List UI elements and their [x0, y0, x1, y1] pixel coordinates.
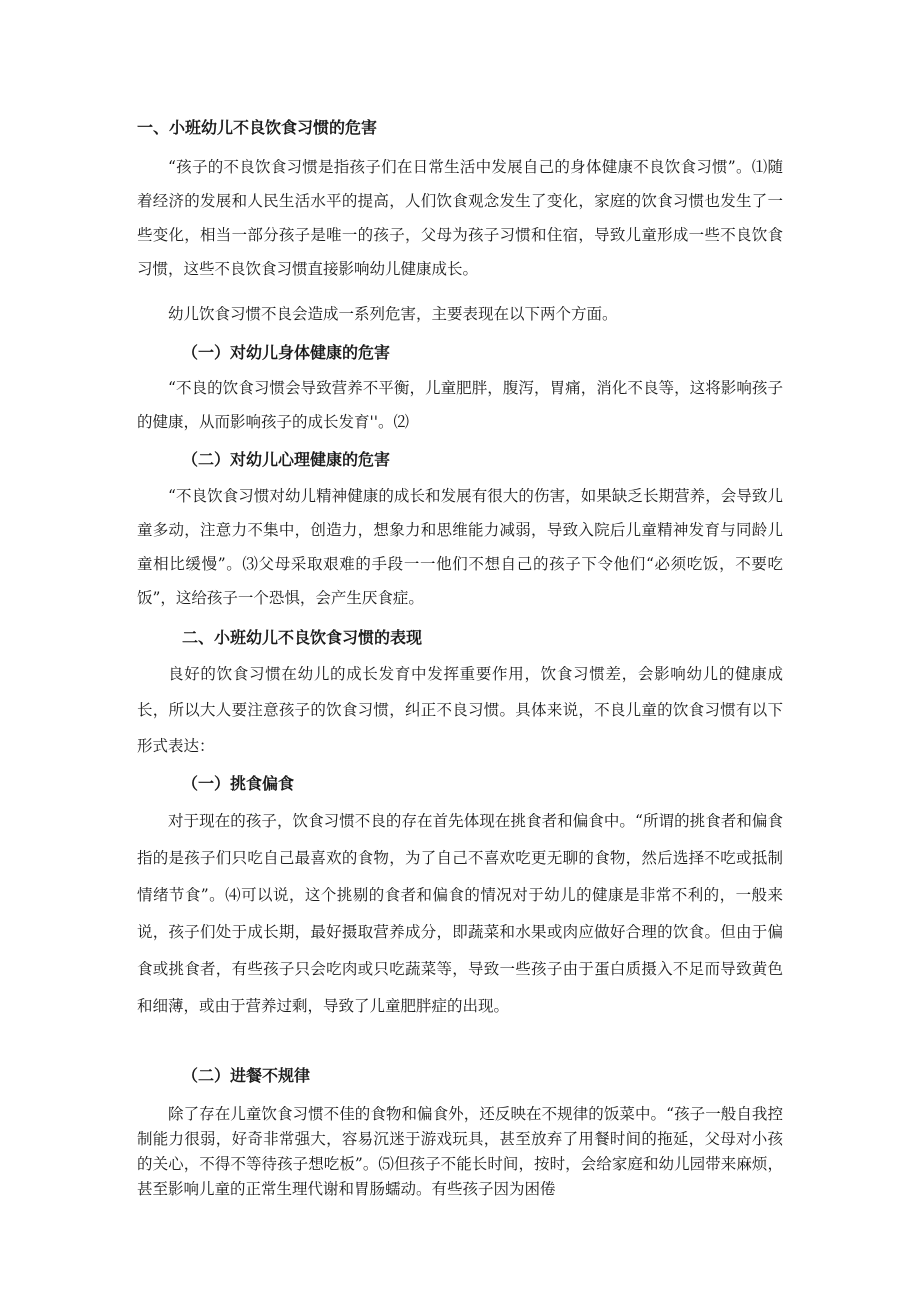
- subsection-1-1-heading: （一）对幼儿身体健康的危害: [182, 343, 391, 362]
- subsection-2-1-paragraph: 对于现在的孩子，饮食习惯不良的存在首先体现在挑食者和偏食中。“所谓的挑食者和偏食指的是孩子们只吃自己最喜欢的食物，为了自己不喜欢吃更无聊的食物，然后选择不吃或抵制情绪节食”。⑷可以说，这个挑剔的食者和偏食的情况对于幼儿的健康是非常不利的，一般来说，孩子们处于成长期，最好摄取营养成分，即蔬菜和水果或肉应做好合理的饮食。但由于偏食或挑食者，有些孩子只会吃肉或只吃蔬菜等，导致一些孩子由于蛋白质摄入不足而导致黄色和细薄，或由于营养过剩，导致了儿童肥胖症的出现。: [137, 812, 783, 1015]
- section-2-intro-paragraph: 良好的饮食习惯在幼儿的成长发育中发挥重要作用，饮食习惯差，会影响幼儿的健康成长，所以大人要注意孩子的饮食习惯，纠正不良习惯。具体来说，不良儿童的饮食习惯有以下形式表达：: [137, 665, 783, 755]
- subsection-2-1-heading: （一）挑食偏食: [182, 774, 295, 793]
- subsection-1-1-paragraph: “不良的饮食习惯会导致营养不平衡，儿童肥胖，腹泻，胃痛，消化不良等，这将影响孩子的健康，从而影响孩子的成长发育''。⑵: [137, 379, 783, 431]
- subsection-1-2-paragraph: “不良饮食习惯对幼儿精神健康的成长和发展有很大的伤害，如果缺乏长期营养，会导致儿童多动，注意力不集中，创造力，想象力和思维能力减弱，导致入院后儿童精神发育与同龄儿童相比缓慢”。⑶父母采取艰难的手段一一他们不想自己的孩子下令他们“必须吃饭，不要吃饭”，这给孩子一个恐惧，会产生厌食症。: [137, 487, 783, 607]
- section-2-heading: 二、小班幼儿不良饮食习惯的表现: [182, 628, 423, 647]
- section-1-intro-paragraph: “孩子的不良饮食习惯是指孩子们在日常生活中发展自己的身体健康不良饮食习惯”。⑴随着经济的发展和人民生活水平的提高，人们饮食观念发生了变化，家庭的饮食习惯也发生了一些变化，相当一部分孩子是唯一的孩子，父母为孩子习惯和住宿，导致儿童形成一些不良饮食习惯，这些不良饮食习惯直接影响幼儿健康成长。: [137, 158, 783, 278]
- subsection-1-2-heading: （二）对幼儿心理健康的危害: [182, 450, 391, 469]
- subsection-2-2-heading: （二）进餐不规律: [182, 1066, 311, 1085]
- section-1-heading: 一、小班幼儿不良饮食习惯的危害: [137, 118, 378, 137]
- section-1-summary-paragraph: 幼儿饮食习惯不良会造成一系列危害，主要表现在以下两个方面。: [168, 305, 618, 323]
- subsection-2-2-paragraph: 除了存在儿童饮食习惯不佳的食物和偏食外，还反映在不规律的饭菜中。“孩子一般自我控制能力很弱，好奇非常强大，容易沉迷于游戏玩具，甚至放弃了用餐时间的拖延，父母对小孩的关心，不得不等待孩子想吃板”。⑸但孩子不能长时间，按时，会给家庭和幼儿园带来麻烦，甚至影响儿童的正常生理代谢和胃肠蠕动。有些孩子因为困倦: [137, 1105, 783, 1198]
